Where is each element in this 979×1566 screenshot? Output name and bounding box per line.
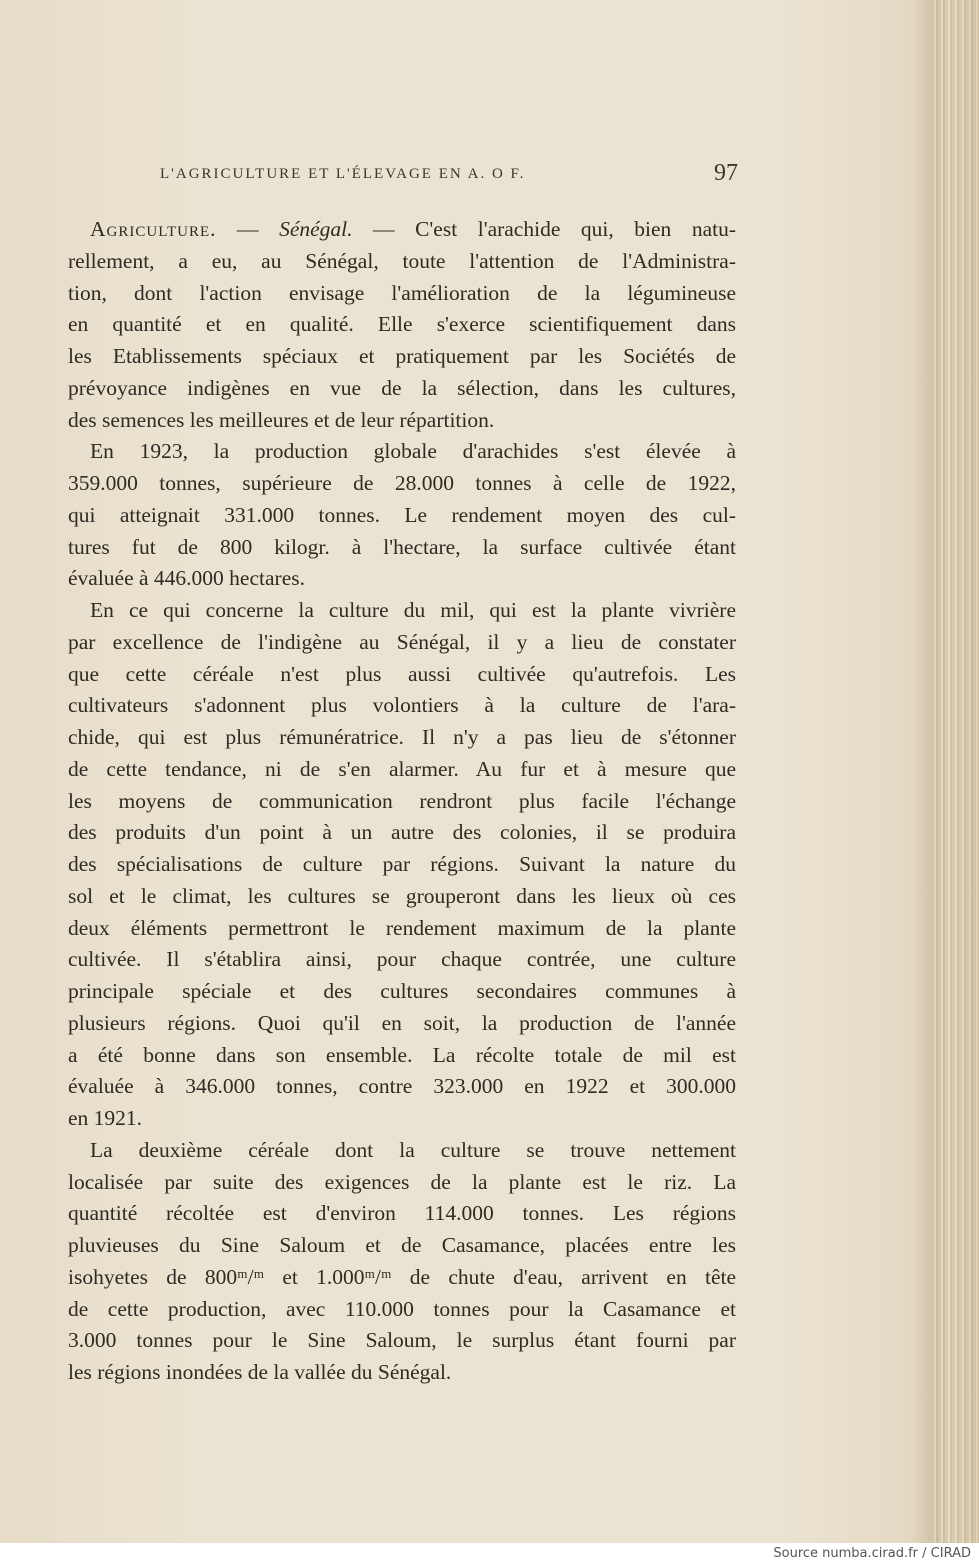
text-line: en 1921. bbox=[68, 1106, 143, 1130]
running-header bbox=[160, 160, 738, 190]
country-name: Sénégal. bbox=[279, 217, 353, 241]
dash: — bbox=[216, 217, 280, 241]
text-line: de cette production, avec 110.000 tonnes pour la Casamance et bbox=[68, 1296, 736, 1321]
text-line: évaluée à 346.000 tonnes, contre 323.000 en 1922 et 300.000 bbox=[68, 1074, 736, 1099]
text-line: de cette tendance, ni de s'en alarmer. Au fur et à mesure que bbox=[68, 756, 736, 781]
text-line: En 1923, la production globale d'arachides s'est élevée à bbox=[90, 439, 736, 464]
text-line: 3.000 tonnes pour le Sine Saloum, le surplus étant fourni par bbox=[68, 1328, 736, 1353]
text-line: prévoyance indigènes en vue de la sélection, dans les cultures, bbox=[68, 375, 736, 400]
text-line: quantité récoltée est d'environ 114.000 tonnes. Les régions bbox=[68, 1201, 736, 1226]
text-line: en quantité et en qualité. Elle s'exerce scientifiquement dans bbox=[68, 312, 736, 337]
section-label: Agriculture. bbox=[90, 217, 217, 241]
text-line: cultivateurs s'adonnent plus volontiers à la culture de l'ara- bbox=[68, 693, 736, 718]
text-line: rellement, a eu, au Sénégal, toute l'attention de l'Administra- bbox=[68, 248, 736, 273]
text-line: plusieurs régions. Quoi qu'il en soit, la production de l'année bbox=[68, 1010, 736, 1035]
text-line: localisée par suite des exigences de la plante est le riz. La bbox=[68, 1169, 736, 1194]
text-line: des produits d'un point à un autre des colonies, il se produira bbox=[68, 820, 736, 845]
text-line bbox=[68, 214, 736, 246]
text-line: qui atteignait 331.000 tonnes. Le rendement moyen des cul- bbox=[68, 502, 736, 527]
text-line: principale spéciale et des cultures secondaires communes à bbox=[68, 979, 736, 1003]
text-line: les Etablissements spéciaux et pratiquement par les Sociétés de bbox=[68, 344, 736, 368]
text-line: des spécialisations de culture par régions. Suivant la nature du bbox=[68, 852, 736, 876]
text-line: isohyetes de 800ᵐ/ᵐ et 1.000ᵐ/ᵐ de chute d'eau, arrivent en tête bbox=[68, 1264, 736, 1289]
text-line: par excellence de l'indigène au Sénégal, il y a lieu de constater bbox=[68, 629, 736, 654]
text-line: pluvieuses du Sine Saloum et de Casamance, placées entre les bbox=[68, 1233, 736, 1257]
text-line: cultivée. Il s'établira ainsi, pour chaque contrée, une culture bbox=[68, 947, 736, 972]
text-line: tures fut de 800 kilogr. à l'hectare, la surface cultivée étant bbox=[68, 534, 736, 559]
text-line: chide, qui est plus rémunératrice. Il n'y a pas lieu de s'étonner bbox=[68, 725, 736, 749]
text-line: sol et le climat, les cultures se grouperont dans les lieux où ces bbox=[68, 883, 736, 908]
text-line: que cette céréale n'est plus aussi cultivée qu'autrefois. Les bbox=[68, 661, 736, 686]
source-credit: Source numba.cirad.fr / CIRAD bbox=[773, 1546, 971, 1561]
text-line: a été bonne dans son ensemble. La récolte totale de mil est bbox=[68, 1042, 736, 1067]
text-line: des semences les meilleures et de leur répartition. bbox=[68, 407, 495, 432]
text-line: tion, dont l'action envisage l'amélioration de la légumineuse bbox=[68, 280, 736, 305]
text-line: La deuxième céréale dont la culture se trouve nettement bbox=[90, 1137, 736, 1162]
body-text bbox=[68, 214, 736, 1389]
text-line: 359.000 tonnes, supérieure de 28.000 tonnes à celle de 1922, bbox=[68, 471, 736, 495]
text-line: les régions inondées de la vallée du Sénégal. bbox=[68, 1360, 452, 1384]
text-line: évaluée à 446.000 hectares. bbox=[68, 566, 305, 591]
text-line: En ce qui concerne la culture du mil, qui est la plante vivrière bbox=[90, 598, 736, 622]
text-line: les moyens de communication rendront plus facile l'échange bbox=[68, 788, 736, 813]
running-title: L'AGRICULTURE ET L'ÉLEVAGE EN A. O F. bbox=[160, 166, 526, 182]
line-rest: — C'est l'arachide qui, bien natu- bbox=[352, 217, 736, 241]
page-edges bbox=[931, 0, 979, 1543]
text-line: deux éléments permettront le rendement maximum de la plante bbox=[68, 915, 736, 940]
page-number: 97 bbox=[714, 160, 738, 186]
